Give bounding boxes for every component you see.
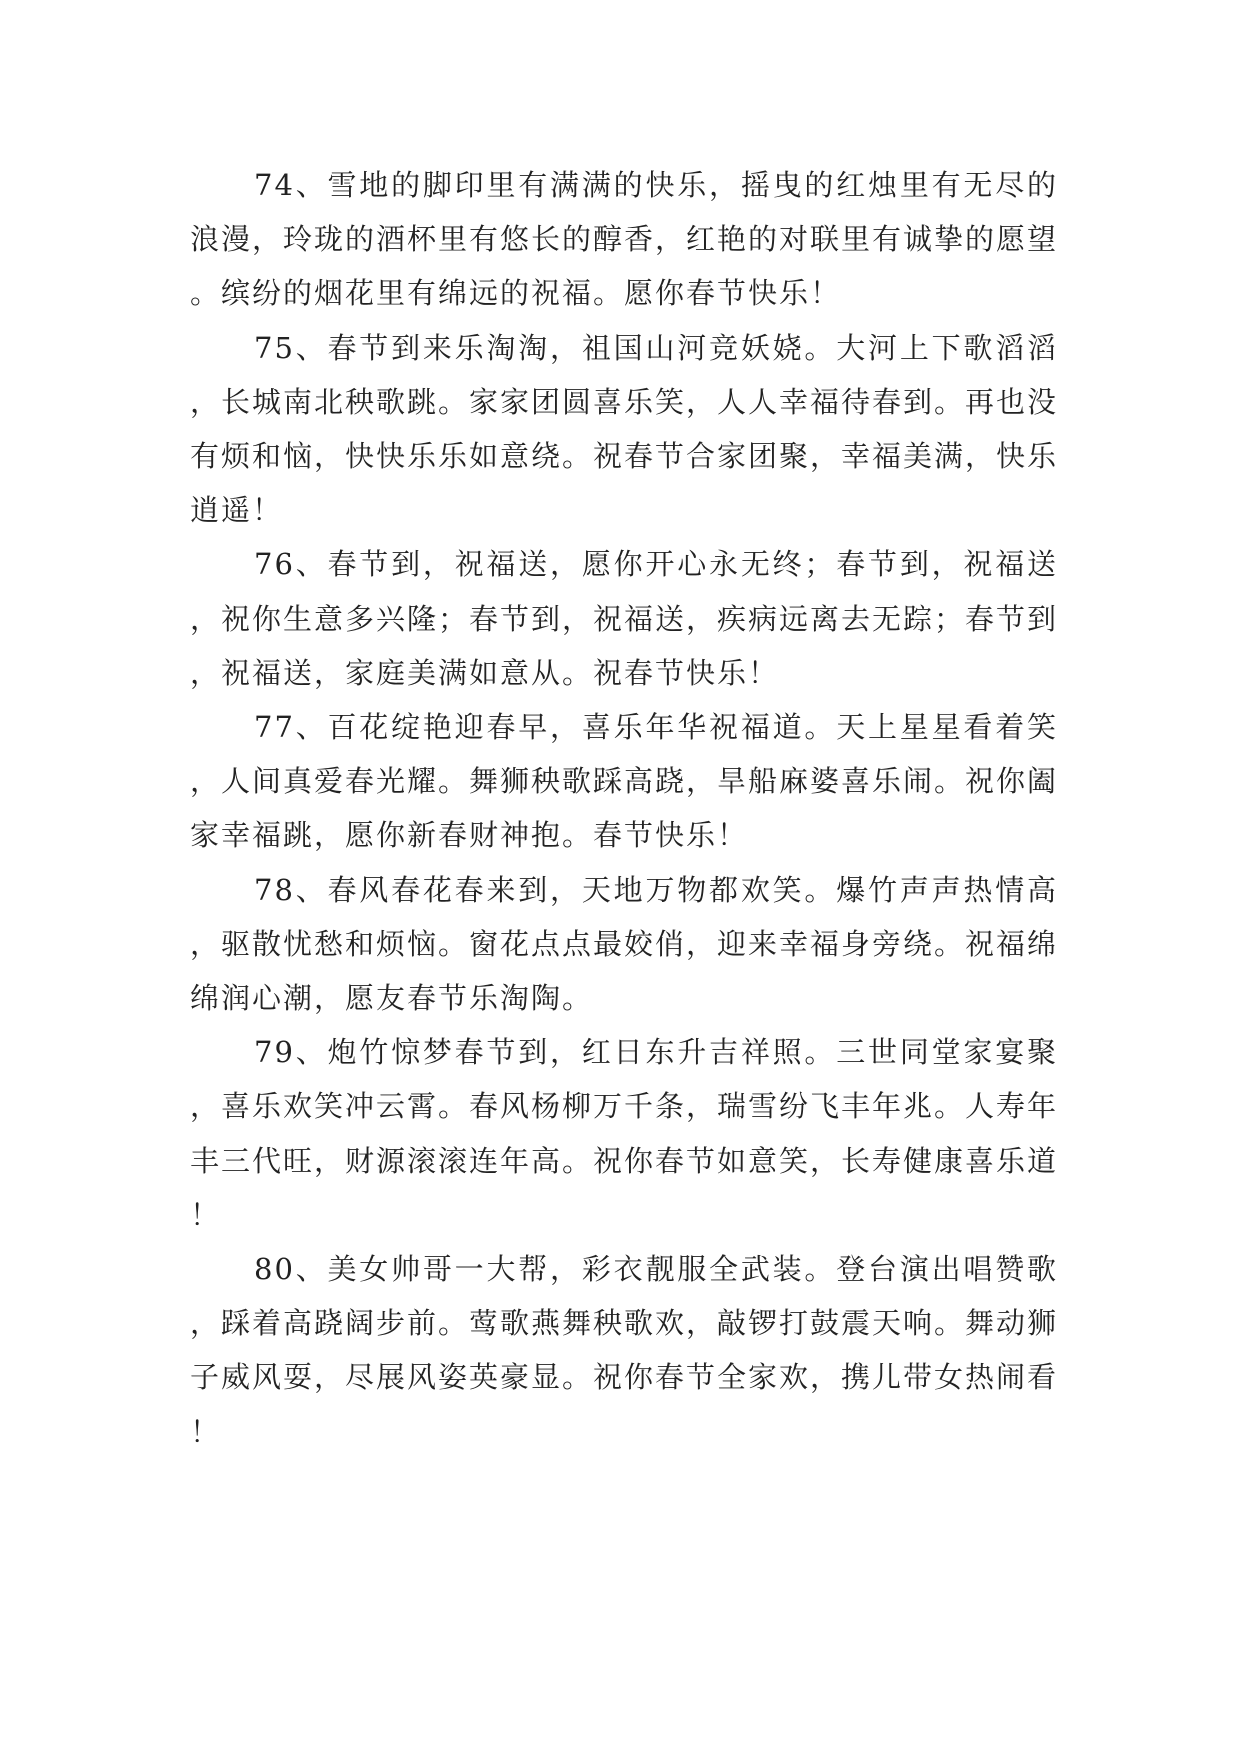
document-body	[190, 158, 1058, 1459]
paragraph-75: 75、春节到来乐淘淘，祖国山河竞妖娆。大河上下歌滔滔，长城南北秧歌跳。家家团圆喜乐笑，人人幸福待春到。再也没有烦和恼，快快乐乐如意绕。祝春节合家团聚，幸福美满，快乐逍遥！	[190, 330, 1059, 528]
paragraph-80: 80、美女帅哥一大帮，彩衣靓服全武装。登台演出唱赞歌，踩着高跷阔步前。莺歌燕舞秧歌欢，敲锣打鼓震天响。舞动狮子威风耍，尽展风姿英豪显。祝你春节全家欢，携儿带女热闹看！	[190, 1252, 1059, 1449]
paragraph-76: 76、春节到，祝福送，愿你开心永无终；春节到，祝福送，祝你生意多兴隆；春节到，祝福送，疾病远离去无踪；春节到，祝福送，家庭美满如意从。祝春节快乐！	[190, 547, 1059, 690]
paragraph-78: 78、春风春花春来到，天地万物都欢笑。爆竹声声热情高，驱散忧愁和烦恼。窗花点点最姣俏，迎来幸福身旁绕。祝福绵绵润心潮，愿友春节乐淘陶。	[190, 872, 1059, 1016]
paragraph-79: 79、炮竹惊梦春节到，红日东升吉祥照。三世同堂家宴聚，喜乐欢笑冲云霄。春风杨柳万千条，瑞雪纷飞丰年兆。人寿年丰三代旺，财源滚滚连年高。祝你春节如意笑，长寿健康喜乐道！	[190, 1035, 1059, 1232]
paragraph-74: 74、雪地的脚印里有满满的快乐，摇曳的红烛里有无尽的浪漫，玲珑的酒杯里有悠长的醇香，红艳的对联里有诚挚的愿望。缤纷的烟花里有绵远的祝福。愿你春节快乐！	[190, 168, 1059, 311]
paragraph-77: 77、百花绽艳迎春早，喜乐年华祝福道。天上星星看着笑，人间真爱春光耀。舞狮秧歌踩高跷，旱船麻婆喜乐闹。祝你阖家幸福跳，愿你新春财神抱。春节快乐！	[190, 710, 1059, 853]
